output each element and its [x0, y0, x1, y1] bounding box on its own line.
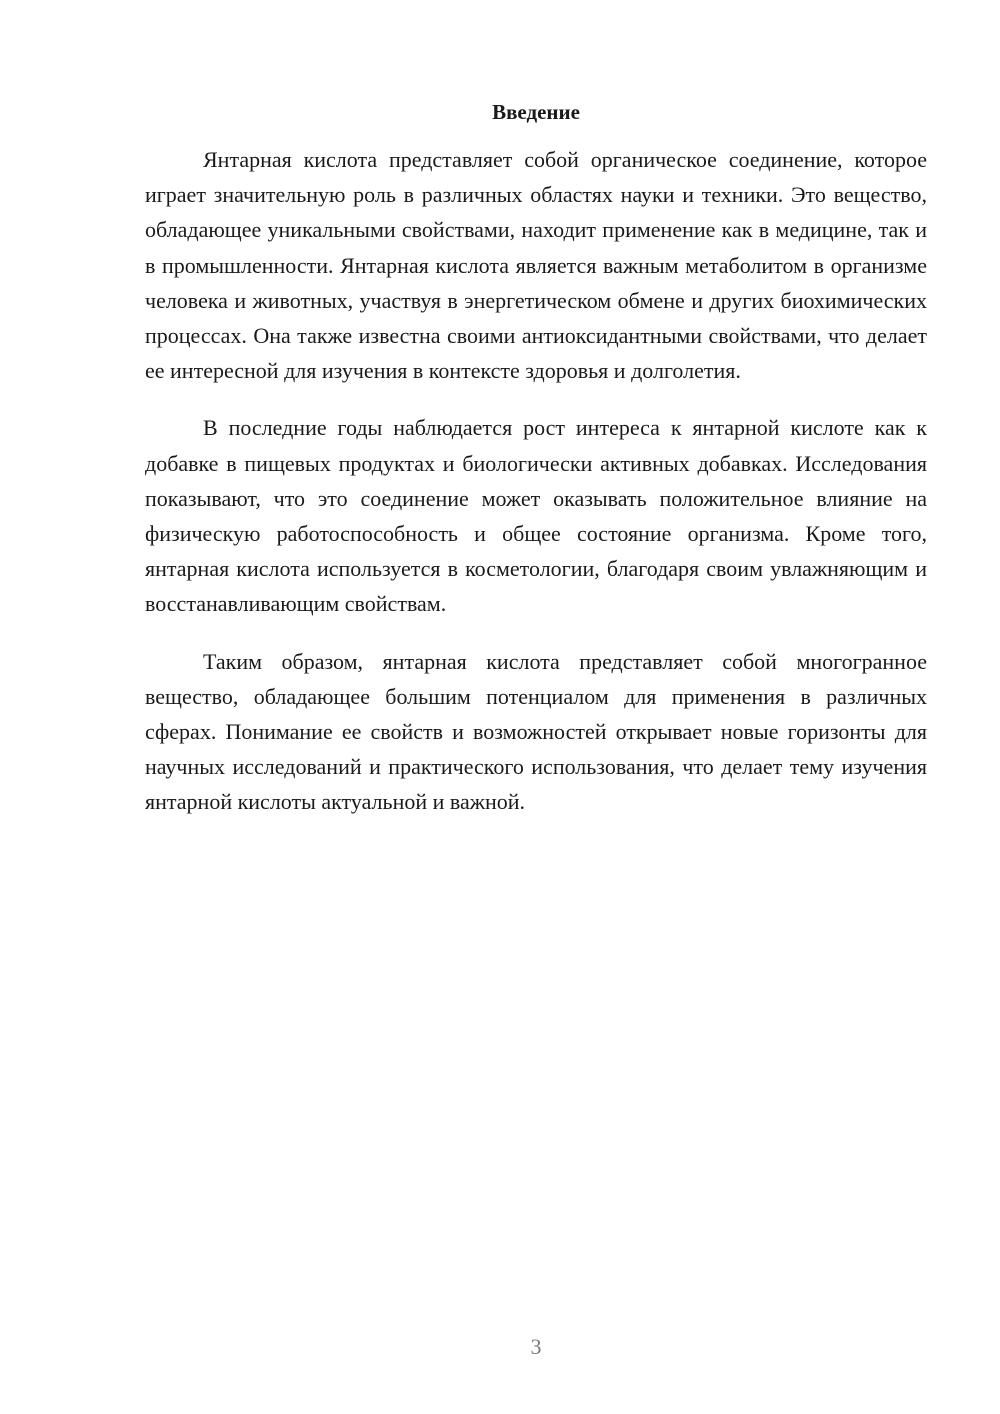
paragraph-3: Таким образом, янтарная кислота представляет собой многогранное вещество, обладающее большим потенциалом для применения в различных сферах. Понимание ее свойств и возможностей открывает новые горизонты для научных исследований и практического использования, что делает тему изучения янтарной кислоты актуальной и важной.: [145, 648, 927, 815]
paragraph-1: Янтарная кислота представляет собой органическое соединение, которое играет значительную роль в различных областях науки и техники. Это вещество, обладающее уникальными свойствами, находит применение как в медицине, так и в промышленности. Янтарная кислота является важным метаболитом в организме человека и животных, участвуя в энергетическом обмене и других биохимических процессах. Она также известна своими антиоксидантными свойствами, что делает ее интересной для изучения в контексте здоровья и долголетия.: [145, 147, 927, 384]
body-text: [145, 142, 927, 842]
paragraph-2: В последние годы наблюдается рост интереса к янтарной кислоте как к добавке в пищевых продуктах и биологически активных добавках. Исследования показывают, что это соединение может оказывать положительное влияние на физическую работоспособность и общее состояние организма. Кроме того, янтарная кислота используется в косметологии, благодаря своим увлажняющим и восстанавливающим свойствам.: [145, 415, 927, 617]
page-number: 3: [530, 1334, 542, 1359]
page-title: Введение: [492, 100, 580, 124]
